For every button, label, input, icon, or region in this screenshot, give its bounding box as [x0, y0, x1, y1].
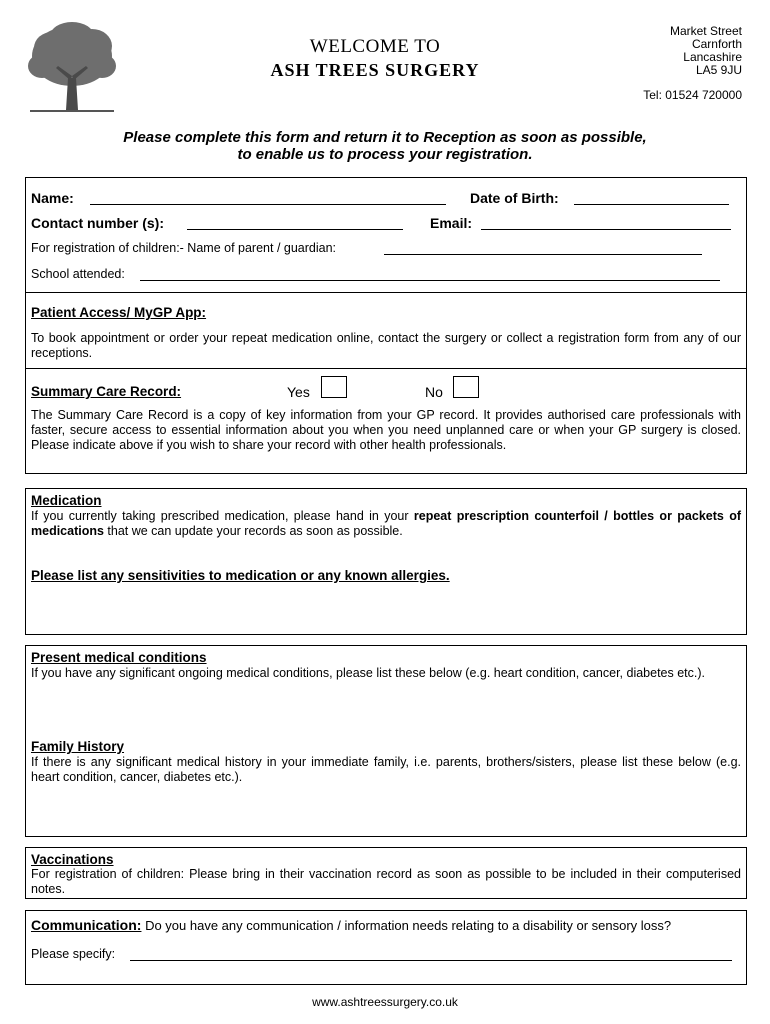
allergies-heading: Please list any sensitivities to medication or any known allergies. — [31, 568, 450, 583]
tree-icon — [22, 18, 122, 118]
communication-row — [31, 917, 671, 933]
medication-text-bold: repeat prescription counterfoil / bottles or packets of medications — [31, 509, 741, 538]
contact-label: Contact number (s): — [31, 215, 164, 231]
dob-label: Date of Birth: — [470, 190, 559, 206]
practice-name: ASH TREES SURGERY — [270, 60, 480, 80]
vaccinations-heading: Vaccinations — [31, 852, 114, 867]
communication-question: Do you have any communication / information needs relating to a disability or sensory loss? — [141, 918, 672, 933]
school-field[interactable] — [140, 267, 720, 281]
address-line: Carnforth — [691, 37, 742, 51]
school-label: School attended: — [31, 267, 125, 281]
no-checkbox[interactable] — [453, 376, 479, 398]
address-line: Lancashire — [683, 50, 742, 64]
conditions-text: If you have any significant ongoing medical conditions, please list these below (e.g. heart condition, cancer, diabetes etc.). — [31, 666, 706, 680]
email-field[interactable] — [481, 215, 731, 230]
patient-access-text: To book appointment or order your repeat medication online, contact the surgery or collect a registration form from any of our receptions. — [31, 331, 741, 360]
email-label: Email: — [430, 215, 473, 231]
guardian-label: For registration of children:- Name of parent / guardian: — [31, 241, 337, 255]
summary-care-heading: Summary Care Record: — [31, 384, 182, 399]
yes-label: Yes — [287, 384, 310, 400]
footer-website: www.ashtreessurgery.co.uk — [312, 995, 458, 1009]
communication-heading: Communication: — [31, 917, 142, 933]
specify-field[interactable] — [130, 947, 732, 961]
divider — [25, 368, 747, 369]
medication-text-end: that we can update your records as soon as possible. — [103, 524, 403, 538]
specify-label: Please specify: — [31, 947, 116, 961]
no-label: No — [425, 384, 443, 400]
name-field[interactable] — [90, 190, 446, 205]
patient-access-heading: Patient Access/ MyGP App: — [31, 305, 207, 320]
address-line: LA5 9JU — [695, 63, 742, 77]
address-block — [670, 25, 742, 77]
yes-checkbox[interactable] — [321, 376, 347, 398]
vaccinations-text: For registration of children: Please bring in their vaccination record as soon as possible to be included in their computerised notes. — [31, 867, 741, 896]
intro-line-1: Please complete this form and return it to Reception as soon as possible, — [123, 129, 647, 146]
welcome-text: WELCOME TO — [309, 36, 441, 57]
guardian-field[interactable] — [384, 241, 702, 255]
name-label: Name: — [31, 190, 74, 206]
divider — [25, 292, 747, 293]
family-history-heading: Family History — [31, 739, 125, 754]
telephone: Tel: 01524 720000 — [643, 88, 742, 102]
intro-line-2: to enable us to process your registration. — [237, 146, 533, 163]
medication-text-start: If you currently taking prescribed medication, please hand in your — [31, 509, 414, 523]
family-history-text: If there is any significant medical history in your immediate family, i.e. parents, brothers/sisters, please list these below (e.g. heart condition, cancer, diabetes etc.). — [31, 755, 741, 784]
address-line: Market Street — [669, 24, 742, 38]
summary-care-text: The Summary Care Record is a copy of key information from your GP record. It provides authorised care professionals with faster, secure access to essential information about you when you need unplanned care or when your GP surgery is closed. Please indicate above if you wish to share your record with other health professionals. — [31, 408, 741, 452]
conditions-heading: Present medical conditions — [31, 650, 207, 665]
dob-field[interactable] — [574, 190, 729, 205]
contact-field[interactable] — [187, 215, 403, 230]
medication-heading: Medication — [31, 493, 102, 508]
medication-text — [31, 509, 741, 539]
